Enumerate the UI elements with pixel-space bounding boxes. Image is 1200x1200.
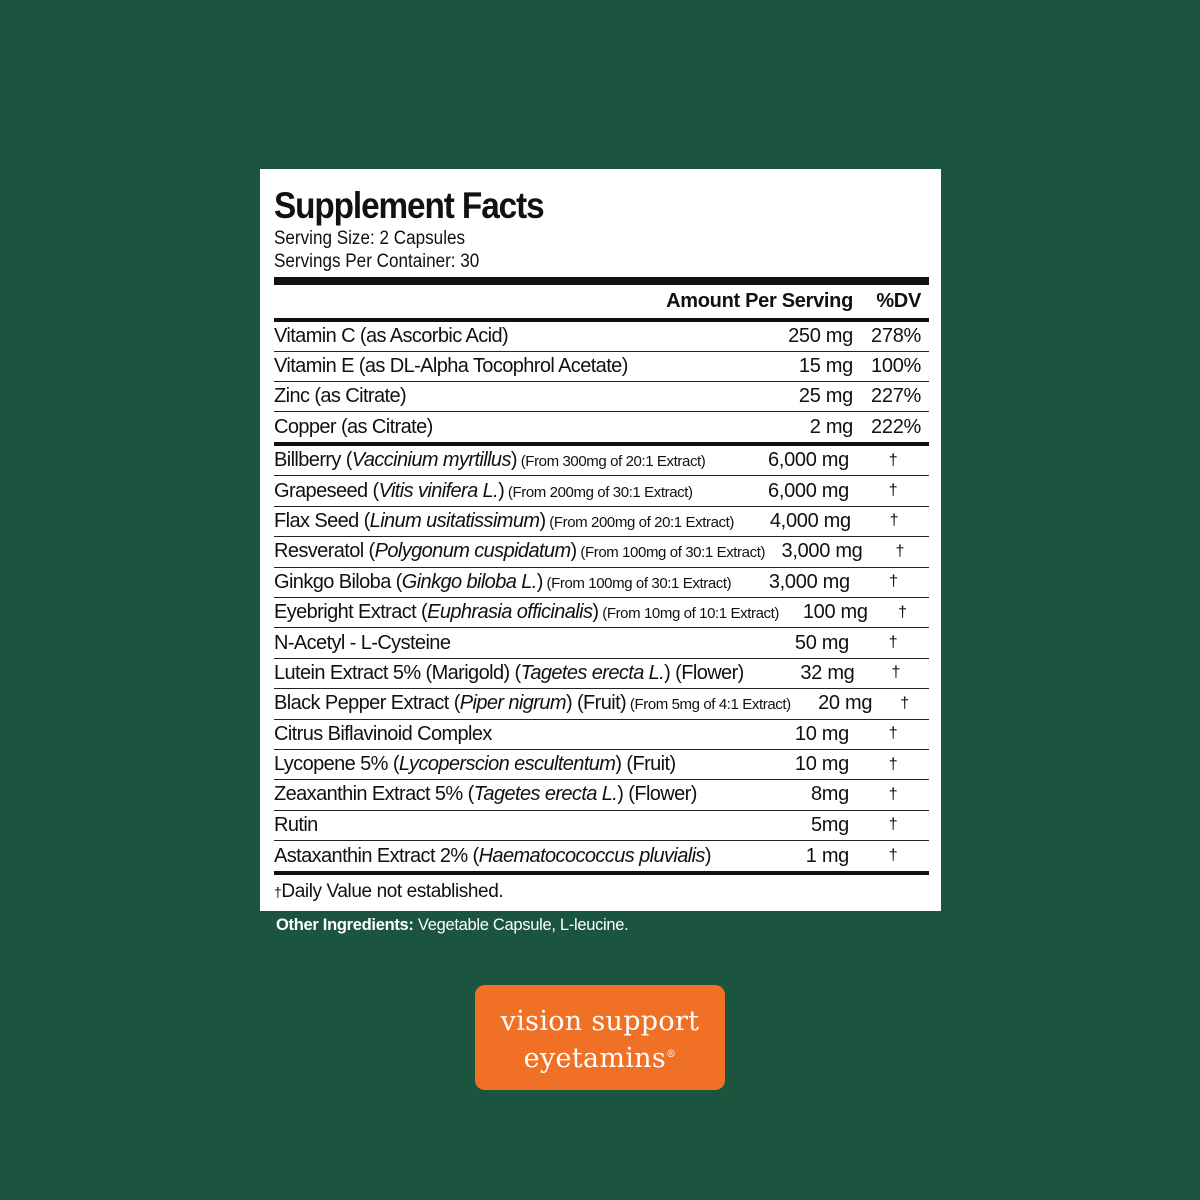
nutrient-name: Copper (as Citrate) [274,415,433,438]
ingredient-name [274,783,729,806]
ingredient-amount: 6,000 mg [768,479,849,502]
nutrient-row [274,352,929,382]
nutrient-row [274,412,929,442]
ingredient-name [274,540,765,563]
ingredient-dv: † [895,542,905,560]
ingredient-extract-note: (From 200mg of 30:1 Extract) [504,483,693,501]
ingredient-row [274,841,929,871]
ingredient-amount: 3,000 mg [768,570,850,593]
other-ingredients [276,916,628,935]
nutrient-dv: 222% [871,415,921,438]
ingredient-common-name: Resveratol ( [274,540,375,563]
ingredient-part: ) (Fruit) [615,753,676,776]
ingredient-dv: † [898,603,907,621]
nutrient-dv: 100% [871,355,921,377]
ingredient-row [274,811,929,841]
ingredient-name [274,845,729,868]
ingredient-latin-name: Tagetes erecta L. [473,783,618,806]
nutrient-name: Zinc (as Citrate) [274,385,407,407]
other-ingredients-label: Other Ingredients: [276,916,414,934]
ingredient-row [274,720,929,750]
ingredient-extract-note: (From 5mg of 4:1 Extract) [626,696,791,714]
ingredient-name [274,510,734,533]
ingredient-row [274,507,929,537]
ingredient-row [274,659,929,689]
ingredient-dv: † [900,694,909,712]
ingredient-name [274,571,731,594]
footnote-dagger: † [274,884,282,901]
other-ingredients-text: Vegetable Capsule, L-leucine. [413,916,629,934]
ingredient-common-name: Billberry ( [274,449,352,472]
supplement-facts-panel [260,169,941,911]
ingredient-dv: † [888,634,898,652]
ingredient-dv: † [888,755,898,773]
ingredient-amount: 20 mg [818,692,873,715]
ingredient-common-name: Flax Seed ( [274,509,370,532]
ingredient-latin-name: Vitis vinifera L. [378,479,499,502]
panel-title: Supplement Facts [274,185,544,226]
ingredient-amount: 10 mg [794,722,849,745]
nutrient-amount: 250 mg [788,325,853,347]
ingredient-extract-note: (From 300mg of 20:1 Extract) [516,453,706,471]
ingredient-common-name: Lutein Extract 5% (Marigold) ( [274,661,521,684]
ingredient-latin-name: Lycoperscion escultentum [398,753,616,776]
ingredient-part: ) [536,570,543,593]
ingredient-part: ) (Flower) [664,661,744,684]
ingredient-dv: † [888,725,898,743]
ingredient-common-name: Eyebright Extract ( [274,601,428,624]
ingredient-extract-note: (From 100mg of 30:1 Extract) [542,574,732,592]
ingredient-part: ) [570,540,577,563]
badge-line-1: vision support [500,1006,700,1037]
ingredient-latin-name: Euphrasia officinalis [427,601,593,624]
ingredient-latin-name: Polygonum cuspidatum [374,540,571,563]
ingredient-row [274,568,929,598]
ingredient-amount: 5mg [810,813,849,836]
ingredient-latin-name: Ginkgo biloba L. [401,570,537,593]
ingredient-extract-note: (From 100mg of 30:1 Extract) [576,544,766,562]
botanicals-section [274,446,929,871]
ingredient-common-name: Ginkgo Biloba ( [274,570,402,593]
column-header-row [274,285,929,318]
nutrient-row [274,322,929,352]
ingredient-dv: † [888,451,898,469]
ingredient-amount: 10 mg [794,753,849,776]
ingredient-amount: 100 mg [802,601,868,624]
ingredient-name [274,601,779,624]
serving-size: Serving Size: 2 Capsules [274,228,466,249]
ingredient-latin-name: Vaccinium myrtillus [351,449,511,472]
ingredient-common-name: Black Pepper Extract ( [274,692,460,715]
ingredient-part: ) (Fruit) [565,692,627,715]
ingredient-name [274,662,744,685]
nutrient-row [274,382,929,412]
nutrient-name: Vitamin E (as DL-Alpha Tocophrol Acetate) [274,355,628,377]
ingredient-dv: † [889,512,899,530]
nutrient-amount: 2 mg [809,415,853,438]
vitamins-section [274,322,929,442]
ingredient-amount: 3,000 mg [781,540,863,563]
ingredient-part: ) [592,601,599,624]
ingredient-dv: † [889,573,898,591]
ingredient-name [274,723,729,746]
ingredient-name [274,753,729,776]
ingredient-common-name: N-Acetyl - L-Cysteine [274,631,451,654]
ingredient-dv: † [888,785,898,803]
ingredient-name [274,814,729,837]
ingredient-dv: † [888,816,898,834]
badge-line-2 [475,1038,725,1075]
ingredient-amount: 32 mg [800,661,855,684]
footnote [274,875,929,907]
ingredient-name [274,480,729,503]
ingredient-part: ) [539,509,546,532]
ingredient-part: ) [498,479,505,502]
ingredient-amount: 6,000 mg [768,449,849,472]
nutrient-amount: 25 mg [798,385,853,407]
brand-badge [475,985,725,1090]
ingredient-extract-note: (From 200mg of 20:1 Extract) [545,513,734,531]
ingredient-row [274,628,929,658]
ingredient-row [274,598,929,628]
ingredient-row [274,476,929,506]
ingredient-common-name: Citrus Biflavinoid Complex [274,722,492,745]
servings-per-container: Servings Per Container: 30 [274,251,480,272]
nutrient-dv: 227% [871,385,921,407]
header-dv: %DV [876,290,921,312]
ingredient-part: ) (Flower) [617,783,697,806]
ingredient-amount: 1 mg [805,844,849,867]
ingredient-amount: 4,000 mg [769,509,851,532]
header-amount: Amount Per Serving [666,290,853,312]
ingredient-common-name: Zeaxanthin Extract 5% ( [274,783,474,806]
nutrient-name: Vitamin C (as Ascorbic Acid) [274,325,509,347]
ingredient-row [274,446,929,476]
ingredient-common-name: Rutin [274,813,318,836]
ingredient-row [274,780,929,810]
ingredient-common-name: Astaxanthin Extract 2% ( [274,844,479,867]
ingredient-dv: † [891,664,901,682]
ingredient-name [274,632,729,655]
ingredient-latin-name: Haematocococcus pluvialis [478,844,705,867]
ingredient-row [274,689,929,719]
ingredient-extract-note: (From 10mg of 10:1 Extract) [598,605,779,623]
ingredient-amount: 8mg [810,783,849,806]
ingredient-common-name: Grapeseed ( [274,479,379,502]
ingredient-latin-name: Linum usitatissimum [369,509,540,532]
nutrient-dv: 278% [871,325,921,347]
badge-brand-name: eyetamins [523,1043,667,1074]
ingredient-row [274,750,929,780]
ingredient-part: ) [704,844,711,867]
ingredient-part: ) [510,449,517,472]
ingredient-common-name: Lycopene 5% ( [274,753,399,776]
ingredient-dv: † [888,482,898,500]
ingredient-row [274,537,929,567]
ingredient-latin-name: Tagetes erecta L. [520,661,665,684]
registered-mark: ® [666,1049,677,1060]
footnote-text: Daily Value not established. [281,881,504,903]
ingredient-dv: † [888,847,898,865]
ingredient-amount: 50 mg [794,631,849,654]
ingredient-latin-name: Piper nigrum [459,692,566,715]
thick-divider [274,277,929,285]
ingredient-name [274,692,791,715]
ingredient-name [274,449,729,472]
nutrient-amount: 15 mg [798,355,853,377]
